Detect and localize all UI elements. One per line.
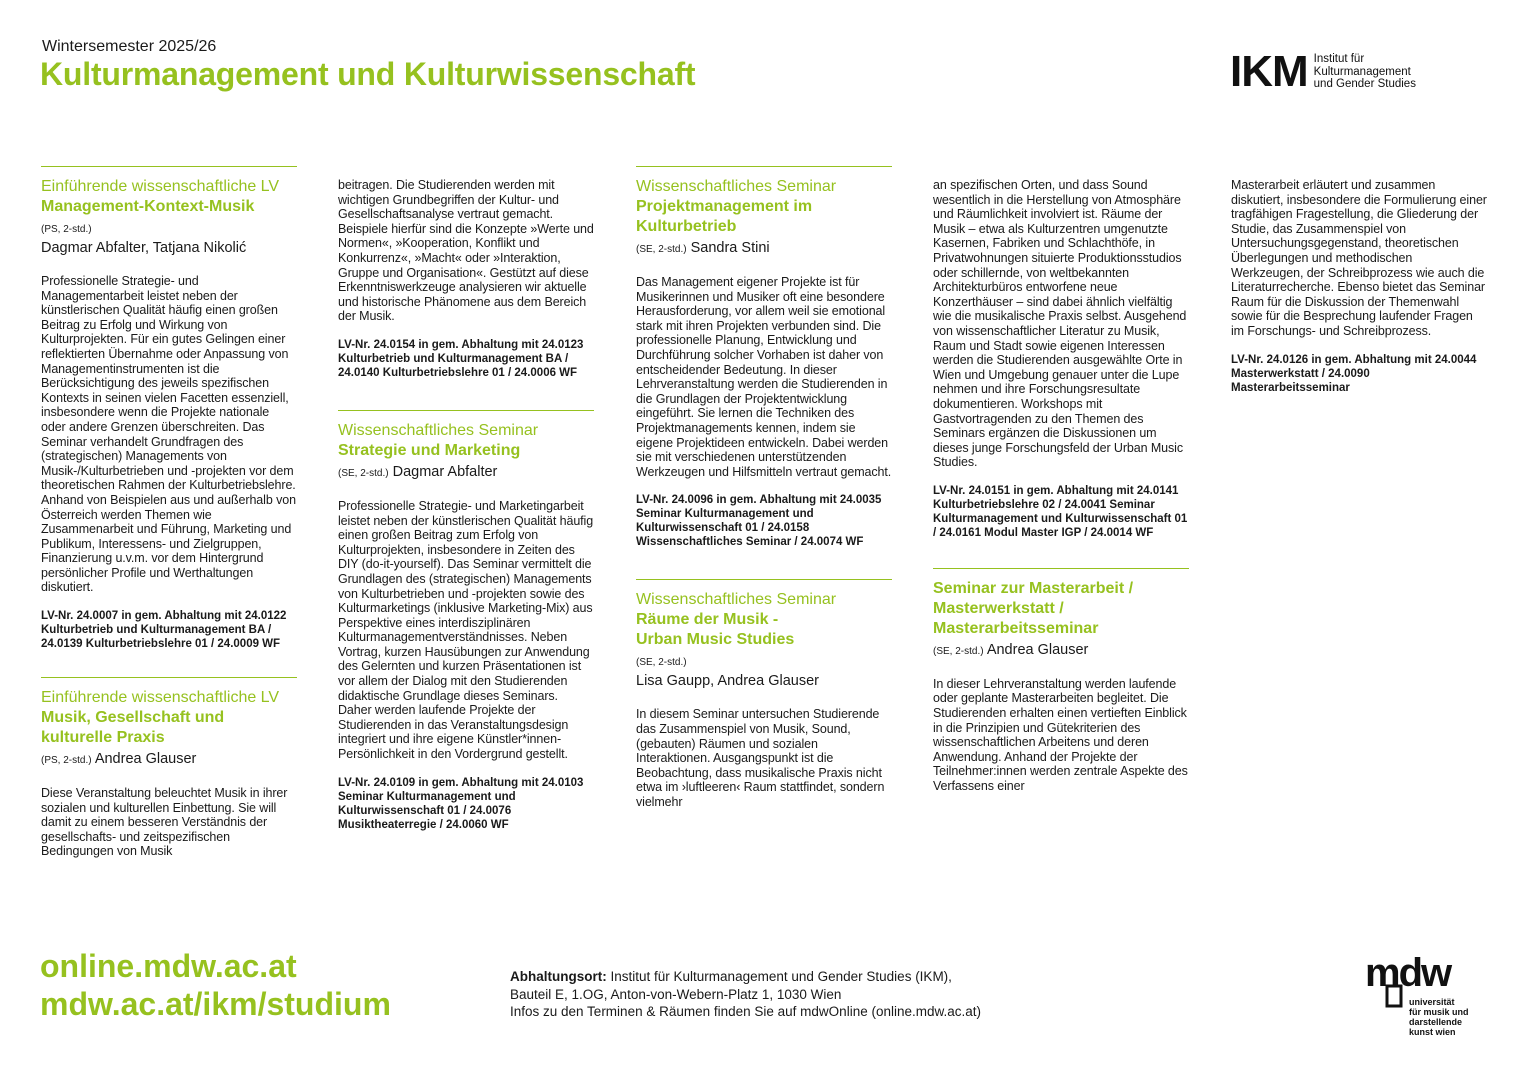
course-description: In dieser Lehrveranstaltung werden laufende oder geplante Masterarbeiten begleitet. Die Studierenden erhalten einen vertieften Einblick in die Prinzipien und Gütekriterien des wissenschaftlichen Arbeitens und deren Anwendung. Anhand der Projekte der Teilnehmer:innen werden zentrale Aspekte des Verfassens einer [933, 676, 1188, 794]
mdw-logo [1365, 950, 1475, 1042]
course-title: Strategie und Marketing [338, 441, 521, 459]
ikm-logo [1230, 47, 1416, 96]
course-title: Management-Kontext-Musik [41, 198, 255, 215]
course-meta [636, 652, 892, 691]
course-title: Seminar zur Masterarbeit / Masterwerkstatt / Masterarbeitsseminar [933, 579, 1134, 637]
course-continuation [933, 178, 1189, 540]
info-text: Infos zu den Terminen & Räumen finden Sie auf mdwOnline (online.mdw.ac.at) [510, 1004, 982, 1019]
divider [41, 677, 297, 678]
course-lecturer: Sandra Stini [690, 240, 770, 256]
ikm-logo-line: und Gender Studies [1313, 78, 1416, 91]
study-link[interactable]: mdw.ac.at/ikm/studium [40, 986, 391, 1022]
course-meta [41, 219, 297, 258]
divider [636, 579, 892, 580]
divider [636, 166, 892, 167]
course-description-continued: beitragen. Die Studierenden werden mit wichtigen Grundbegriffen der Kultur- und Gesellschaftsanalyse vertraut gemacht. Beispiele hierfür sind die Konzepte »Werte und Normen«, »Kooperation, Konflikt und Konkurrenz«, »Macht« oder »Interaktion, Gruppe und Organisation«. Gestützt auf diese Erkenntniswerkzeuge analysieren wir aktuelle und historische Phänomene aus dem Bereich der Musik. [338, 178, 594, 324]
course-lecturer: Lisa Gaupp, Andrea Glauser [636, 673, 819, 690]
course-title: Räume der Musik - Urban Music Studies [636, 611, 795, 649]
address-text: Bauteil E, 1.OG, Anton-von-Webern-Platz 1, 1030 Wien [510, 986, 842, 1002]
column-4 [933, 178, 1189, 816]
course-type: Einführende wissenschaftliche LV [41, 178, 280, 195]
course-lv-number: LV-Nr. 24.0126 in gem. Abhaltung mit 24.0044 Masterwerkstatt / 24.0090 Masterarbeitsseminar [1231, 353, 1477, 394]
divider [41, 166, 297, 167]
course-lecturer: Andrea Glauser [986, 641, 1089, 658]
course-description: Professionelle Strategie- und Marketingarbeit leistet neben der künstlerischen Qualität häufig einen großen Beitrag zum Erfolg von Kulturprojekten, insbesondere in Zeiten des DIY (do-it-yourself). Das Seminar vermittelt die Grundlagen des (strategischen) Managements von Kulturbetrieben und -projekten sowie des Kulturmarketings (inklusive Marketing-Mix) aus Perspektive eines interdisziplinären Kulturmanagementverständnisses. Neben Vortrag, kurzen Hausübungen zur Anwendung des Gelernten und kurzen Präsentationen ist vor allem der Dialog mit den Studierenden didaktische Grundlage dieses Seminars. Daher werden laufende Projekte der Studierenden in das Veranstaltungsdesign integriert und ihre eigene Künstler*innen-Persönlichkeit in den Vordergrund gestellt. [338, 498, 594, 762]
course-meta [41, 750, 297, 770]
divider [933, 568, 1189, 569]
course-lecturer: Andrea Glauser [94, 751, 197, 768]
course-continuation [338, 178, 594, 380]
course-continuation [1231, 178, 1487, 395]
ikm-logo-line: Kulturmanagement [1313, 65, 1411, 78]
course-block [636, 579, 892, 809]
semester-label: Wintersemester 2025/26 [42, 38, 217, 55]
location-label: Abhaltungsort: [510, 969, 607, 984]
course-lv-number: LV-Nr. 24.0096 in gem. Abhaltung mit 24.0035 Seminar Kulturmanagement und Kulturwissenschaft 01 / 24.0158 Wissenschaftliches Seminar / 24.0074 WF [636, 494, 882, 549]
course-description: Professionelle Strategie- und Managementarbeit leistet neben der künstlerischen Qualität häufig einen großen Beitrag zu Erfolg und Wirkung von Kulturprojekten. Für ein gutes Gelingen einer reflektierten Übernahme oder Anpassung von Managementinstrumenten ist die Berücksichtigung des jeweils spezifischen Kontexts in seinen vielen Facetten essenziell, insbesondere wenn die Projekte nationale oder andere Grenzen überschreiten. Das Seminar verhandelt Grundfragen des (strategischen) Managements von Musik-/Kulturbetrieben und -projekten vor dem theoretischen Rahmen der Kulturbetriebslehre. Anhand von Beispielen aus und außerhalb von Österreich werden Themen wie Zusammenarbeit und Führung, Marketing und Publikum, Interessens- und Zielgruppen, Finanzierung u.v.m. vor dem Hintergrund persönlicher Profile und Werthaltungen diskutiert. [41, 274, 296, 595]
course-description: In diesem Seminar untersuchen Studierende das Zusammenspiel von Musik, Sound, (gebauten) Räumen und sozialen Interaktionen. Ausgangspunkt ist die Beobachtung, dass musikalische Praxis nicht etwa im ›luftleeren‹ Raum stattfindet, sondern vielmehr [636, 707, 885, 809]
ikm-logo-text [1314, 53, 1416, 91]
course-lecturer: Dagmar Abfalter [392, 463, 498, 480]
location-info [510, 968, 981, 1021]
course-format: (SE, 2-std.) [338, 467, 389, 479]
course-title: Projektmanagement im Kulturbetrieb [636, 198, 813, 235]
course-format: (SE, 2-std.) [636, 244, 687, 255]
course-lv-number: LV-Nr. 24.0109 in gem. Abhaltung mit 24.0103 Seminar Kulturmanagement und Kulturwissenschaft 01 / 24.0076 Musiktheaterregie / 24.0060 WF [338, 776, 584, 831]
course-format: (PS, 2-std.) [41, 224, 92, 235]
mdw-logo-letters: mdw [1365, 951, 1451, 995]
course-format: (PS, 2-std.) [41, 755, 92, 767]
column-2 [338, 178, 594, 854]
page-title: Kulturmanagement und Kulturwissenschaft [40, 56, 696, 92]
course-type: Wissenschaftliches Seminar [636, 178, 837, 195]
mdw-logo-line: universität [1409, 997, 1455, 1007]
divider [338, 410, 594, 411]
course-block [636, 166, 892, 549]
ikm-logo-line: Institut für [1313, 53, 1365, 66]
location-text: Institut für Kulturmanagement und Gender Studies (IKM), [610, 969, 952, 984]
mdw-logo-mark [1365, 950, 1475, 1042]
mdw-logo-line: kunst wien [1409, 1027, 1456, 1037]
course-type: Wissenschaftliches Seminar [636, 591, 837, 609]
course-lv-number: LV-Nr. 24.0151 in gem. Abhaltung mit 24.0141 Kulturbetriebslehre 02 / 24.0041 Seminar Kulturmanagement und Kulturwissenschaft 01 / 24.0161 Modul Master IGP / 24.0014 WF [933, 484, 1188, 539]
ikm-logo-letters: IKM [1230, 47, 1308, 96]
course-type: Einführende wissenschaftliche LV [41, 689, 280, 707]
course-lecturer: Dagmar Abfalter, Tatjana Nikolić [41, 240, 247, 256]
course-description-continued: Masterarbeit erläutert und zusammen diskutiert, insbesondere die Formulierung einer tragfähigen Fragestellung, die Gliederung der Studie, das Zusammenspiel von Untersuchungsgegenstand, theoretischen Überlegungen und methodischen Werkzeugen, der Schreibprozess wie auch die Literaturrecherche. Ebenso bietet das Seminar Raum für die Diskussion der Themenwahl sowie für die Besprechung laufender Fragen im Forschungs- und Schreibprozess. [1231, 178, 1487, 338]
course-format: (SE, 2-std.) [636, 657, 687, 669]
column-1 [41, 166, 297, 881]
course-lv-number: LV-Nr. 24.0154 in gem. Abhaltung mit 24.0123 Kulturbetrieb und Kulturmanagement BA / 24.0140 Kulturbetriebslehre 01 / 24.0006 WF [338, 338, 584, 379]
column-3 [636, 166, 892, 831]
course-format: (SE, 2-std.) [933, 645, 984, 657]
course-block [41, 166, 297, 651]
course-meta [933, 641, 1189, 661]
online-link[interactable]: online.mdw.ac.at [40, 948, 297, 984]
course-description: Diese Veranstaltung beleuchtet Musik in ihrer sozialen und kulturellen Einbettung. Sie will damit zu einem besseren Verständnis der gesellschafts- und zeitspezifischen Bedingungen von Musik [41, 786, 288, 859]
course-block [338, 410, 594, 832]
course-description: Das Management eigener Projekte ist für Musikerinnen und Musiker oft eine besondere Herausforderung, vor allem weil sie emotional stark mit ihren Projekten verbunden sind. Die professionelle Planung, Entwicklung und Durchführung solcher Vorhaben ist daher von entscheidender Bedeutung. In dieser Lehrveranstaltung werden die Studierenden in die Grundlagen der Projektentwicklung eingeführt. Sie lernen die Techniken des Projektmanagements kennen, indem sie eigene Projektideen entwickeln. Dabei werden sie mit verschiedenen unterstützenden Werkzeugen und Hilfsmitteln vertraut gemacht. [636, 275, 892, 479]
course-meta [338, 463, 594, 483]
course-lv-number: LV-Nr. 24.0007 in gem. Abhaltung mit 24.0122 Kulturbetrieb und Kulturmanagement BA / 24.0139 Kulturbetriebslehre 01 / 24.0009 WF [41, 610, 287, 651]
mdw-logo-line: für musik und [1409, 1007, 1469, 1017]
course-type: Wissenschaftliches Seminar [338, 421, 539, 439]
course-description-continued: an spezifischen Orten, und dass Sound wesentlich in die Herstellung von Atmosphäre und Räumlichkeit involviert ist. Räume der Musik – etwa als Kulturzentren umgenutzte Kasernen, Fabriken und Schlachthöfe, in Privatwohnungen situierte Produktionsstudios oder schillernde, von weltbekannten Architekturbüros entworfene neue Konzerthäuser – sind dabei ähnlich vielfältig wie die musikalische Praxis selbst. Ausgehend von wissenschaftlicher Literatur zu Musik, Raum und Stadt sowie eigenen Interessen werden die Studierenden ausgewählte Orte in Wien und Umgebung genauer unter die Lupe nehmen und ihre Forschungsresultate dokumentieren. Workshops mit Gastvortragenden zu den Themen des Seminars ergänzen die Diskussionen um dieses junge Forschungsfeld der Urban Music Studies. [933, 178, 1187, 470]
course-meta [636, 239, 892, 259]
column-5 [1231, 178, 1487, 417]
mdw-logo-line: darstellende [1409, 1017, 1463, 1027]
course-block [41, 677, 297, 859]
course-block [933, 568, 1189, 794]
course-title: Musik, Gesellschaft und kulturelle Praxis [41, 709, 225, 747]
